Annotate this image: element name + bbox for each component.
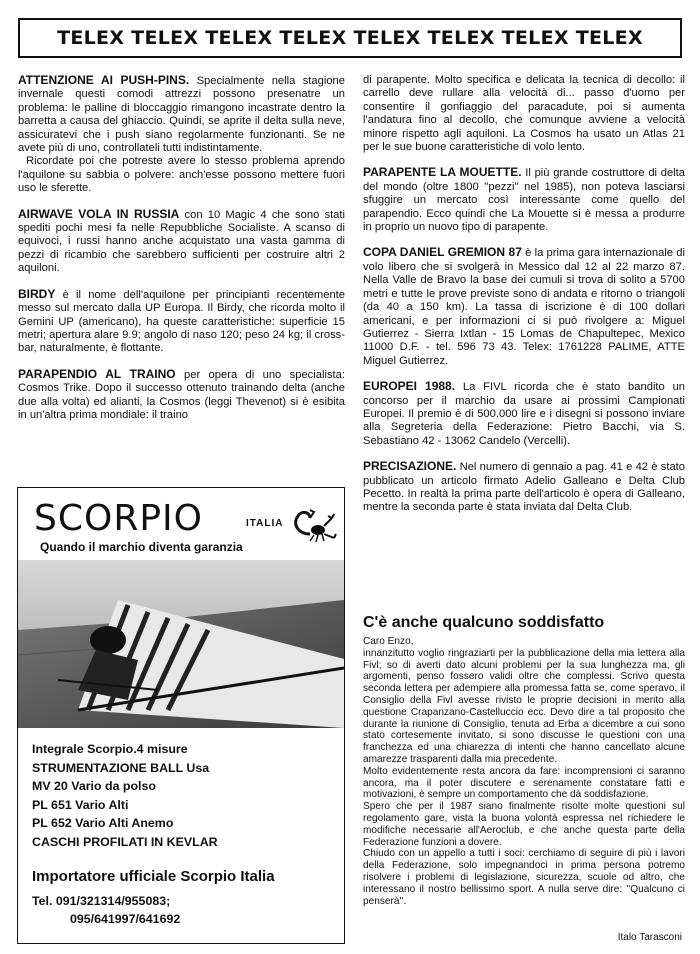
article-body: Specialmente nella stagione invernale questi comodi attrezzi possono presenatre un problema: le palline di bloccaggio rimangono incastrate dentro la barretta a causa del ghiaccio. Quindi, se aprite il delta sulla neve, assicuratevi che i push siano regolarmente funzionanti. Se ne avete più di uno, controllateli tutti indistintamente. <box>18 75 346 155</box>
ad-slogan: Quando il marchio diventa garanzia <box>40 540 243 554</box>
article-airwave <box>18 208 345 276</box>
letter-paragraph: innanzitutto voglio ringraziarti per la pubblicazione della mia lettera alla Fivl; so di averti dato alcuni problemi per la sua lunghezza ma, gli argomenti, penso fossero validi oltre che complessi. Scrivo questa seconda lettera per adempiere alla promessa fatta se, come speravo, il Consiglio della Fivl avesse rivisto le proprie decisioni in merito alla questione Crapanzano-Castelluccio ecc. Devo dire a tal proposito che durante la riunione di Consiglio, tenuta ad Erba a dicembre a cui sono stato cortesemente invitato, si sono discusse le questioni con una franchezza ed una chiarezza di intenti che hanno cancellato alcune amarezze trasparenti dalla mia precedente. <box>363 647 685 765</box>
article-body: è la prima gara internazionale di volo libero che si svolgerà in Messico dal 12 al 22 marzo 87. Nella Valle de Bravo la base dei cumuli si trova di solito a 5700 metri e tutte le prove previste sono di andata e ritorno o triangoli (da 40 a 150 km). La tassa di iscrizione è di 100 dollari americani, e per informazioni ci si può rivolgere a: Miguel Gutierrez - Sierra Ixtlan - 15 Lomas de Chapultepec, Mexico 11000 D.F. - tel. 596 73 43. Telex: 1761228 PALIME, ATTE Miguel Gutierrez. <box>363 247 685 367</box>
article-la-mouette <box>363 166 685 234</box>
article-body-2: Ricordate poi che potreste avere lo stesso problema aprendo l'aquilone su sabbia o polvere: anch'esse possono mettere fuori uso le sferette. <box>18 155 345 195</box>
article-traino-continued <box>363 74 685 154</box>
ad-product-item: MV 20 Vario da polso <box>32 779 156 793</box>
article-heading: PARAPENTE LA MOUETTE. <box>363 165 522 180</box>
article-heading: PARAPENDIO AL TRAINO <box>18 366 176 381</box>
ad-product-list <box>32 740 218 851</box>
article-europei-1988 <box>363 380 685 448</box>
article-heading: EUROPEI 1988. <box>363 379 456 394</box>
scorpion-logo-icon <box>280 494 338 544</box>
letter-title: C'è anche qualcuno soddisfatto <box>363 614 605 631</box>
article-body: è il nome dell'aquilone per principianti recentemente messo sul mercato dalla UP Europa. Il Birdy, che ricorda molto il Gemini UP (americano), ha queste caratteristiche: superficie 15 metri; apertura alare 9.9; angolo di naso 120; peso 24 kg; il cross-bar, naturalmente, è flottante. <box>18 288 345 355</box>
article-body: di parapente. Molto specifica e delicata la tecnica di decollo: il carrello deve rullare alla velocità di... passo d'uomo per consentire il gonfiaggio del paracadute, poi si aumenta l'andatura fino al decollo, che comunque avviene a velocità minore rispetto agli aquiloni. La Cosmos ha usato un Atlas 21 per le sue buone caratteristiche di volo lento. <box>363 74 685 154</box>
letter-salutation: Caro Enzo, <box>363 636 414 647</box>
ad-product-item: STRUMENTAZIONE BALL Usa <box>32 760 210 775</box>
ad-product-item: CASCHI PROFILATI IN KEVLAR <box>32 834 218 849</box>
ad-product-item: PL 651 Vario Alti <box>32 797 129 812</box>
article-body: Il più grande costruttore di delta del mondo (oltre 1800 ''pezzi'' nel 1985), non poteva lasciarsi sfuggire un mercato così interessante come quello del parapendio. Ecco quindi che La Mouette si è messa a produrre in proprio un nuovo tipo di parapente. <box>363 167 686 234</box>
article-heading: PRECISAZIONE. <box>363 459 457 474</box>
article-push-pins <box>18 74 345 196</box>
right-column <box>363 74 685 527</box>
article-parapendio-traino <box>18 368 345 423</box>
article-body: Nel numero di gennaio a pag. 41 e 42 è stato pubblicato un articolo firmato Adelio Galleano e Delta Club Pecetto. In realtà la prima parte dell'articolo è opera di Galleano, mentre la seconda parte è stata inviata dal Delta Club. <box>363 461 685 514</box>
article-copa-gremion <box>363 246 685 368</box>
article-body: La FIVL ricorda che è stato bandito un concorso per il marchio da usare ai prossimi Campionati Europei. Il premio è di 500.000 lire e i disegni si possono inviare alla Segreteria della Federazione: Pietro Bacchi, via S. Sebastiano 42 - 13062 Candelo (Vercelli). <box>363 381 686 447</box>
article-heading: COPA DANIEL GREMION 87 <box>363 245 522 260</box>
letter-paragraph: Molto evidentemente resta ancora da fare: incomprensioni ci saranno ancora, ma il poter discutere e serenamente constatare fatti e motivazioni, è sempre un comportamento che dà soddisfazione. <box>363 765 685 801</box>
article-body: con 10 Magic 4 che sono stati spediti pochi mesi fa nelle Repubbliche Socialiste. A scanso di equivoci, i russi hanno anche acquistato una vasta gamma di pezzi di ricambio che sarebbero sufficienti per costruire altri 2 aquiloni. <box>18 208 345 275</box>
article-heading: ATTENZIONE AI PUSH-PINS. <box>18 73 190 87</box>
left-column <box>18 74 345 434</box>
ad-phone-line: Tel. 091/321314/955083; <box>32 894 171 908</box>
letter-signature: Italo Tarasconi <box>617 932 682 943</box>
article-heading: BIRDY <box>18 286 56 301</box>
telex-banner: TELEX TELEX TELEX TELEX TELEX TELEX TELEX TELEX <box>18 18 682 58</box>
hang-glider-photo <box>18 560 344 728</box>
article-body: per opera di uno specialista: Cosmos Trike. Dopo il successo ottenuto trainando delta (anche due alla volta) ed alianti, la Cosmos (leggi Thevenot) si è esibita in un'altra prima mondiale: il traino <box>18 368 345 421</box>
article-heading: AIRWAVE VOLA IN RUSSIA <box>18 206 180 221</box>
letter-paragraph: Chiudo con un appello a tutti i soci: cerchiamo di seguire di più i lavori della Federazione, solo impegnandoci in prima persona potremo risolvere i problemi di legislazione, sicurezza, scuole od altro, che interessano il nostro bellissimo sport. A nulla serve dire: ''Qualcuno ci penserà''. <box>363 848 685 907</box>
ad-country: ITALIA <box>246 518 284 529</box>
letter-paragraph: Spero che per il 1987 siano finalmente risolte molte questioni sul regolamento gare, vista la buona volontà espressa nel richiedere le modifiche necessarie all'Aeroclub, e che anche questa parte della Federazione funzioni a dovere. <box>363 801 685 848</box>
ad-phone-line: 095/641997/641692 <box>70 912 181 926</box>
scorpio-advertisement <box>17 487 345 944</box>
letter-body <box>363 636 685 907</box>
article-birdy <box>18 288 345 356</box>
ad-product-item: Integrale Scorpio.4 misure <box>32 742 188 756</box>
ad-brand: SCORPIO <box>34 498 203 539</box>
ad-product-item: PL 652 Vario Alti Anemo <box>32 816 174 830</box>
ad-importer: Importatore ufficiale Scorpio Italia <box>32 868 275 885</box>
ad-phone <box>32 892 180 928</box>
article-precisazione <box>363 460 685 515</box>
